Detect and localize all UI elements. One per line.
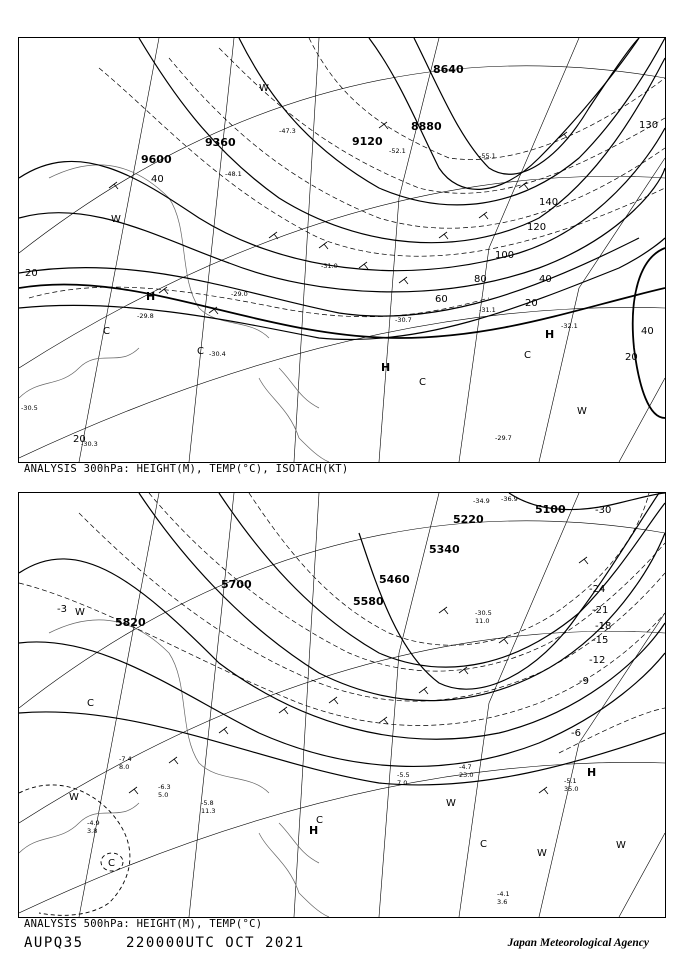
station-value: -47.3 <box>279 127 296 135</box>
isotach-label: 80 <box>474 274 487 285</box>
isotherm-label: -30 <box>595 505 612 516</box>
station-value: -4.9 <box>87 819 100 827</box>
isotach-label: 130 <box>639 120 659 131</box>
isotach-label: 100 <box>495 250 515 261</box>
high-center: H <box>381 361 391 374</box>
station-value: 3.6 <box>497 898 508 906</box>
height-label-8640: 8640 <box>433 63 464 76</box>
pressure-centers-minor <box>103 83 587 417</box>
caption-300hpa: ANALYSIS 300hPa: HEIGHT(M), TEMP(°C), ISOTACH(KT) <box>24 463 349 475</box>
station-value: -48.1 <box>225 170 242 178</box>
cold-center: C <box>103 326 110 337</box>
cold-center: C <box>316 815 323 826</box>
height-contours <box>19 38 665 340</box>
coastline <box>19 620 329 917</box>
warm-center: W <box>75 607 85 618</box>
graticule <box>19 38 665 462</box>
height-labels <box>115 503 566 629</box>
station-value: -30.5 <box>21 404 38 412</box>
isotherm-label: -12 <box>589 655 606 666</box>
station-value: -30.7 <box>395 316 412 324</box>
station-value: 11.0 <box>475 617 490 625</box>
height-label-5460: 5460 <box>379 573 410 586</box>
station-value: -6.3 <box>158 783 171 791</box>
map-500hpa-panel <box>18 492 666 918</box>
isotach-label: 60 <box>435 294 448 305</box>
caption-500hpa: ANALYSIS 500hPa: HEIGHT(M), TEMP(°C) <box>24 918 263 930</box>
station-value: 8.0 <box>119 763 130 771</box>
height-label-5100: 5100 <box>535 503 566 516</box>
isotach-label: 20 <box>625 352 638 363</box>
station-value: -30.3 <box>81 440 98 448</box>
isotach-label: 120 <box>527 222 547 233</box>
map-500hpa-canvas <box>19 493 665 917</box>
high-center: H <box>309 824 319 837</box>
high-center: H <box>587 766 597 779</box>
station-value: -29.8 <box>137 312 154 320</box>
map-300hpa-panel <box>18 37 666 463</box>
isotherm-label: -15 <box>592 635 609 646</box>
high-center: H <box>146 290 156 303</box>
warm-center: W <box>69 792 79 803</box>
height-label-9600: 9600 <box>141 153 172 166</box>
isotherm-label: -9 <box>579 676 589 687</box>
station-value: 7.0 <box>397 779 408 787</box>
chart-code: AUPQ35 <box>24 935 84 951</box>
station-value: -30.4 <box>209 350 226 358</box>
wind-barbs <box>129 557 588 794</box>
height-label-8880: 8880 <box>411 120 442 133</box>
station-value: 35.0 <box>564 785 579 793</box>
warm-center: W <box>537 848 547 859</box>
warm-center: W <box>111 214 121 225</box>
cold-center: C <box>419 377 426 388</box>
pressure-centers <box>146 290 554 374</box>
station-value: -4.1 <box>497 890 510 898</box>
height-contours <box>19 493 665 785</box>
isotherm-label: -18 <box>595 621 612 632</box>
station-value: -5.5 <box>397 771 410 779</box>
isotach-label: 140 <box>539 197 559 208</box>
height-label-5220: 5220 <box>453 513 484 526</box>
station-value: -36.9 <box>501 495 518 503</box>
cold-center: C <box>108 858 115 869</box>
isotach-label: 40 <box>641 326 654 337</box>
isotach-label: 20 <box>525 298 538 309</box>
isotherm-label: -6 <box>571 728 581 739</box>
station-value: 5.0 <box>158 791 169 799</box>
station-value: 11.3 <box>201 807 216 815</box>
height-label-5340: 5340 <box>429 543 460 556</box>
warm-center: W <box>616 840 626 851</box>
station-value: 3.8 <box>87 827 98 835</box>
isotach-label: 20 <box>25 268 38 279</box>
high-center: H <box>545 328 555 341</box>
station-value: -5.8 <box>201 799 214 807</box>
isotach-contours <box>19 248 665 418</box>
station-value: -32.1 <box>561 322 578 330</box>
station-value: -4.7 <box>459 763 472 771</box>
station-value: -29.0 <box>231 290 248 298</box>
cold-center: C <box>197 346 204 357</box>
station-value: -30.5 <box>475 609 492 617</box>
height-label-5580: 5580 <box>353 595 384 608</box>
isotherm-label: -3 <box>57 604 67 615</box>
isotherm-label: -21 <box>592 605 609 616</box>
warm-center: W <box>259 83 269 94</box>
cold-center: C <box>524 350 531 361</box>
station-value: -31.1 <box>479 306 496 314</box>
isotach-label: 40 <box>151 174 164 185</box>
cold-center: C <box>87 698 94 709</box>
map-300hpa-canvas <box>19 38 665 462</box>
station-value: -7.4 <box>119 755 132 763</box>
coastline <box>19 165 329 462</box>
cold-center: C <box>480 839 487 850</box>
height-label-9120: 9120 <box>352 135 383 148</box>
isotach-labels <box>25 120 658 445</box>
station-value: -34.9 <box>473 497 490 505</box>
isotach-label: 40 <box>539 274 552 285</box>
height-labels <box>141 63 464 166</box>
isotach-label: 20 <box>73 434 86 445</box>
station-value: -52.1 <box>389 147 406 155</box>
height-label-5700: 5700 <box>221 578 252 591</box>
station-value: -29.7 <box>495 434 512 442</box>
station-value: -55.1 <box>479 152 496 160</box>
station-value: -5.1 <box>564 777 577 785</box>
warm-center: W <box>446 798 456 809</box>
warm-center: W <box>577 406 587 417</box>
station-value: 23.0 <box>459 771 474 779</box>
agency-credit: Japan Meteorological Agency <box>507 937 649 949</box>
isotherm-label: -24 <box>589 584 606 595</box>
height-label-9360: 9360 <box>205 136 236 149</box>
cold-pool-contour <box>19 785 130 915</box>
height-label-5820: 5820 <box>115 616 146 629</box>
valid-time: 220000UTC OCT 2021 <box>126 935 305 951</box>
station-value: -31.0 <box>321 262 338 270</box>
